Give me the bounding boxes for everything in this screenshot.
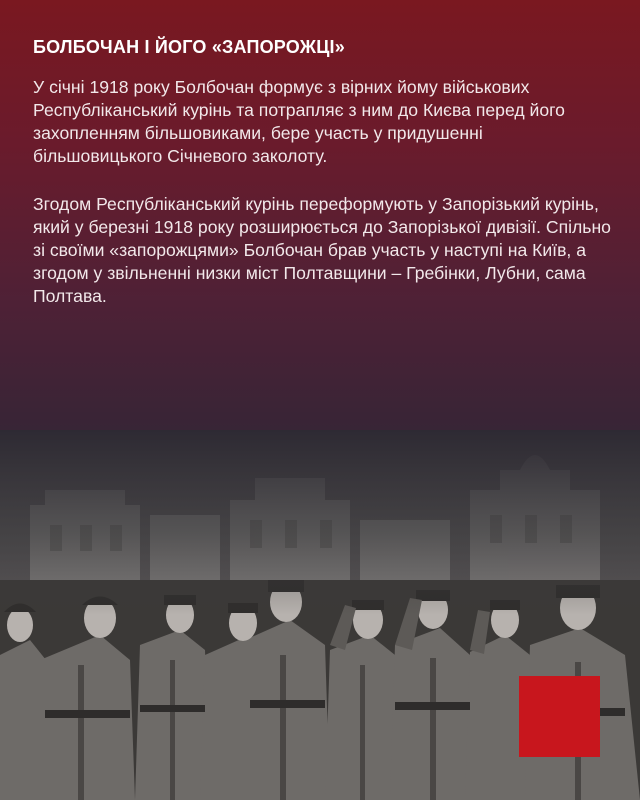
article-title: БОЛБОЧАН І ЙОГО «ЗАПОРОЖЦІ»	[33, 37, 345, 57]
article	[33, 36, 613, 308]
article-paragraph-1: У січні 1918 року Болбочан формує з вірних йому військових Республіканський курінь та потрапляє з ним до Києва перед його захопленням більшовиками, бере участь у придушенні більшовицького Січневого заколоту.	[33, 77, 565, 166]
red-accent-square	[519, 676, 600, 757]
article-paragraph-2: Згодом Республіканський курінь переформують у Запорізький курінь, який у березні 1918 року розширюється до Запорізької дивізії. Спільно зі своїми «запорожцями» Болбочан брав участь у наступі на Київ, а згодом у звільненні низки міст Полтавщини – Гребінки, Лубни, сама Полтава.	[33, 194, 611, 306]
